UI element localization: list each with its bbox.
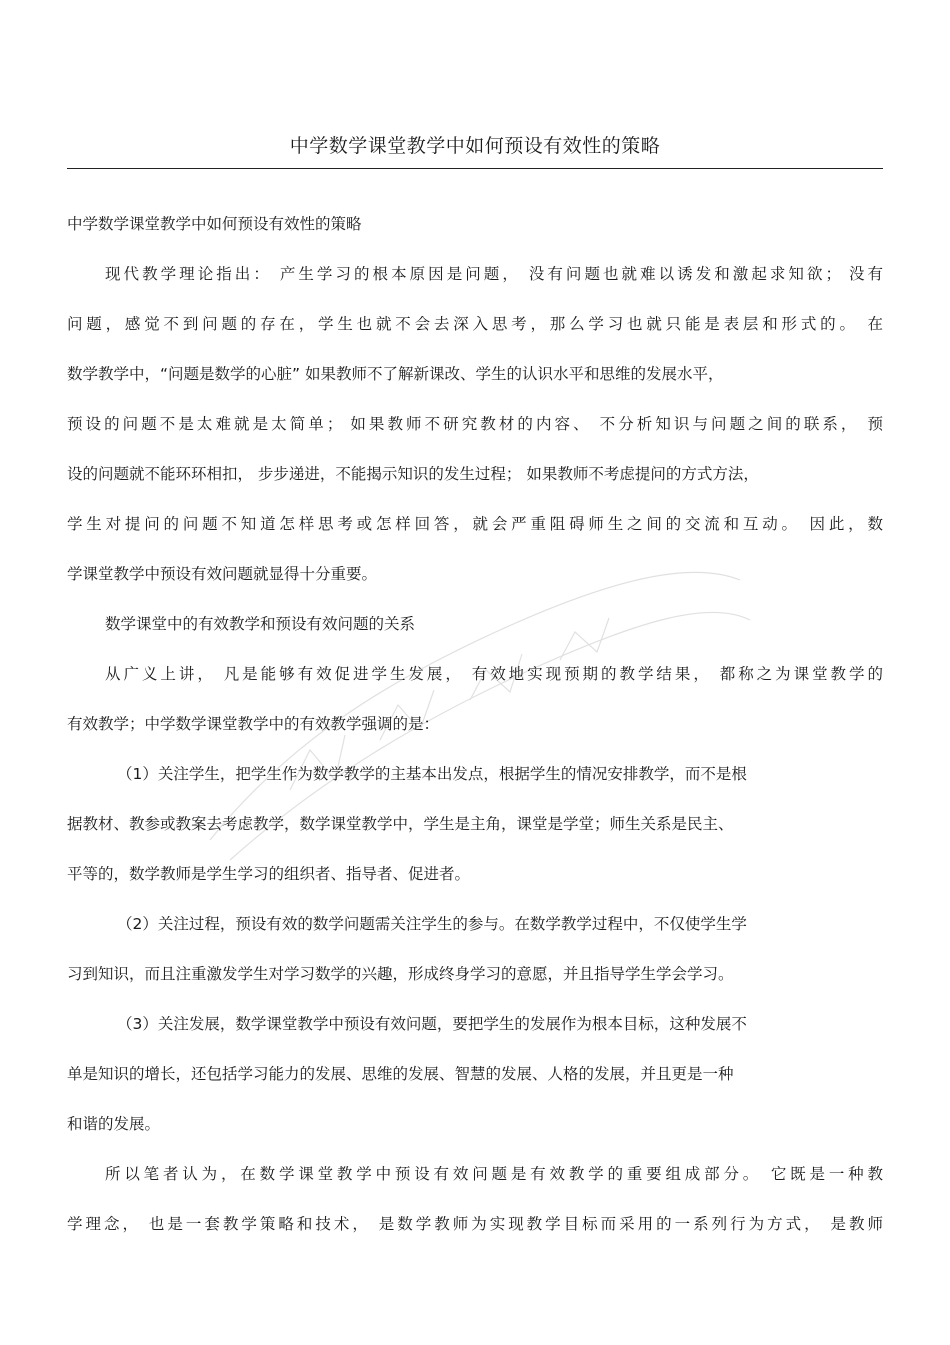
list-item-line: （2）关注过程，预设有效的数学问题需关注学生的参与。在数学教学过程中，不仅使学生学 — [117, 915, 747, 933]
list-item-line: 习到知识，而且注重激发学生对学习数学的兴趣，形成终身学习的意愿，并且指导学生学会学习。 — [67, 965, 734, 983]
list-item-line: 和谐的发展。 — [67, 1115, 161, 1133]
list-item-line: 据教材、教参或教案去考虑教学，数学课堂教学中，学生是主角，课堂是学堂；师生关系是民主、 — [67, 815, 734, 833]
paragraph-line: 预设的问题不是太难就是太简单； 如果教师不研究教材的内容、 不分析知识与问题之间的联系， 预 — [67, 415, 883, 433]
title-divider — [67, 168, 883, 169]
paragraph-line: 数学教学中，“问题是数学的心脏” 如果教师不了解新课改、学生的认识水平和思维的发展水平， — [67, 365, 724, 383]
list-item-line: 平等的，数学教师是学生学习的组织者、指导者、促进者。 — [67, 865, 471, 883]
paragraph-line: 从广义上讲， 凡是能够有效促进学生发展， 有效地实现预期的教学结果， 都称之为课堂教学的 — [105, 665, 883, 683]
list-item-line: 单是知识的增长，还包括学习能力的发展、思维的发展、智慧的发展、人格的发展，并且更是一种 — [67, 1065, 734, 1083]
paragraph-line: 所以笔者认为，在数学课堂教学中预设有效问题是有效教学的重要组成部分。 它既是一种教 — [105, 1165, 883, 1183]
paragraph-line: 设的问题就不能环环相扣， 步步递进，不能揭示知识的发生过程； 如果教师不考虑提问的方式方法， — [67, 465, 759, 483]
paragraph-line: 学课堂教学中预设有效问题就显得十分重要。 — [67, 565, 378, 583]
paragraph-line: 学理念， 也是一套教学策略和技术， 是数学教师为实现教学目标而采用的一系列行为方式， 是教师 — [67, 1215, 883, 1233]
paragraph-line: 有效教学；中学数学课堂教学中的有效教学强调的是： — [67, 715, 440, 733]
paragraph-line: 问题，感觉不到问题的存在，学生也就不会去深入思考，那么学习也就只能是表层和形式的。 在 — [67, 315, 883, 333]
document-title: 中学数学课堂教学中如何预设有效性的策略 — [289, 135, 661, 157]
section-heading: 数学课堂中的有效教学和预设有效问题的关系 — [105, 615, 416, 633]
paragraph-line: 现代教学理论指出： 产生学习的根本原因是问题， 没有问题也就难以诱发和激起求知欲； 没有 — [105, 265, 883, 283]
list-item-line: （3）关注发展，数学课堂教学中预设有效问题，要把学生的发展作为根本目标，这种发展不 — [117, 1015, 747, 1033]
subtitle-line: 中学数学课堂教学中如何预设有效性的策略 — [67, 215, 362, 233]
document-body — [67, 207, 883, 1257]
paragraph-line: 学生对提问的问题不知道怎样思考或怎样回答，就会严重阻碍师生之间的交流和互动。 因此，数 — [67, 515, 883, 533]
list-item-line: （1）关注学生，把学生作为数学教学的主基本出发点，根据学生的情况安排教学，而不是根 — [117, 765, 747, 783]
